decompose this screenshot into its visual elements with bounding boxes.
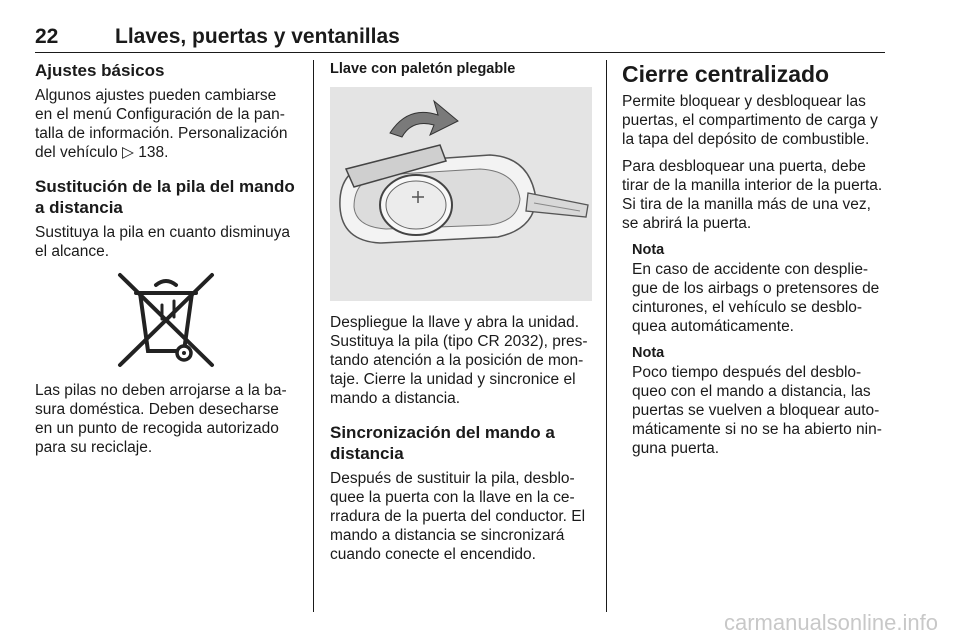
paragraph-sincronizacion: Después de sustituir la pila, desblo-quee la puerta con la llave en la ce-rradura de la puerta del conductor. El mando a distancia se sincronizará cuando conecte el encendido. <box>330 470 586 563</box>
key-battery-illustration <box>330 87 592 301</box>
note-1 <box>622 241 888 336</box>
watermark-text: carmanualsonline.info <box>723 610 938 635</box>
note-2 <box>622 344 888 458</box>
chapter-title: Llaves, puertas y ventanillas <box>115 25 400 48</box>
heading-sustitucion: Sustitución de la pila del mando a distancia <box>35 177 295 217</box>
ajustes-text: Algunos ajustes pueden cambiarse en el menú Configuración de la pan-talla de información. Personalización del vehículo <box>35 87 288 161</box>
note-2-text: Poco tiempo después del desblo-queo con el mando a distancia, las puertas se vuelven a bloquear auto-máticamente si no se ha abierto nin-guna puerta. <box>632 364 882 457</box>
paragraph-cierre: Permite bloquear y desbloquear las puertas, el compartimento de carga y la tapa del depósito de combustible. <box>622 93 878 148</box>
paragraph-desbloquear: Para desbloquear una puerta, debe tirar de la manilla interior de la puerta. Si tira de la manilla más de una vez, se abrirá la puerta. <box>622 158 883 232</box>
heading-llave: Llave con paletón plegable <box>330 61 516 77</box>
column-3 <box>622 60 888 466</box>
page-number: 22 <box>35 25 59 48</box>
note-1-label: Nota <box>632 242 665 258</box>
column-1 <box>35 60 297 465</box>
note-2-label: Nota <box>632 345 665 361</box>
column-2 <box>330 60 592 572</box>
page-header <box>35 24 885 53</box>
crossed-bin-icon <box>114 271 218 371</box>
column-divider <box>313 60 314 612</box>
ajustes-page-ref: 138. <box>138 144 169 161</box>
page-ref-icon: ▷ <box>122 144 134 161</box>
note-1-text: En caso de accidente con desplie-gue de los airbags o pretensores de cinturones, el vehículo se desblo-quea automáticamente. <box>632 261 880 335</box>
paragraph-despliegue: Despliegue la llave y abra la unidad. Sustituya la pila (tipo CR 2032), pres-tando atención a la posición de mon-taje. Cierre la unidad y sincronice el mando a distancia. <box>330 314 588 407</box>
heading-ajustes: Ajustes básicos <box>35 61 165 80</box>
heading-sincronizacion: Sincronización del mando a distancia <box>330 423 555 463</box>
column-divider <box>606 60 607 612</box>
paragraph-ajustes <box>35 86 297 162</box>
paragraph-sustitucion: Sustituya la pila en cuanto disminuya el alcance. <box>35 224 291 260</box>
heading-cierre: Cierre centralizado <box>622 61 830 87</box>
paragraph-pilas: Las pilas no deben arrojarse a la ba-sura doméstica. Deben desecharse en un punto de recogida autorizado para su reciclaje. <box>35 382 287 456</box>
